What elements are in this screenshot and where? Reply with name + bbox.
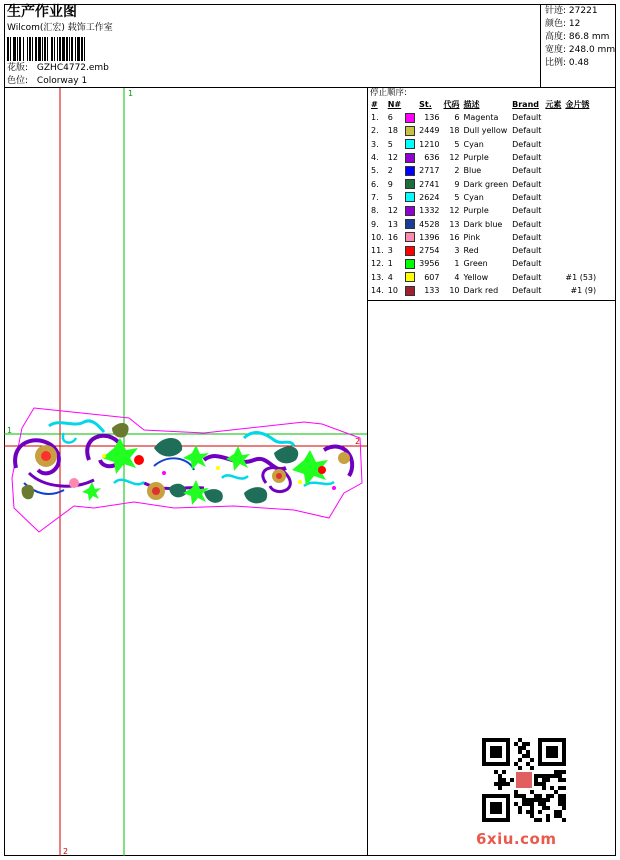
table-row xyxy=(369,124,598,137)
stat-colors xyxy=(545,18,616,31)
row-brand: Default xyxy=(512,286,542,295)
row-index: 6. xyxy=(371,179,379,189)
color-swatch xyxy=(405,246,415,256)
colorway-value: Colorway 1 xyxy=(36,76,88,86)
row-sequin xyxy=(563,164,598,177)
header xyxy=(4,4,616,88)
row-needle: 10 xyxy=(387,286,398,295)
design-file-row xyxy=(7,62,109,74)
table-row xyxy=(369,164,598,177)
row-code: 5 xyxy=(454,139,460,149)
stat-stitches xyxy=(545,5,616,18)
swatch-cell xyxy=(403,151,417,164)
col-needle: N# xyxy=(387,100,402,109)
row-needle: 18 xyxy=(387,126,398,136)
table-row xyxy=(369,271,598,284)
row-description: Blue xyxy=(463,166,482,176)
watermark-logo: 6xiu.com xyxy=(476,830,557,848)
row-element xyxy=(543,244,563,257)
row-index: 1. xyxy=(371,113,379,123)
stat-scale xyxy=(545,57,616,70)
row-brand: Default xyxy=(512,259,542,269)
page-title: 生产作业图 xyxy=(7,4,77,20)
swatch-cell xyxy=(403,217,417,230)
row-index: 9. xyxy=(371,219,379,229)
table-row xyxy=(369,111,598,124)
row-needle: 2 xyxy=(387,166,393,176)
row-stitches: 636 xyxy=(424,153,440,163)
table-row xyxy=(369,204,598,217)
swatch-cell xyxy=(403,124,417,137)
row-index: 13. xyxy=(371,272,384,282)
row-needle: 16 xyxy=(387,232,398,242)
table-row xyxy=(369,191,598,204)
row-brand: Default xyxy=(512,139,542,149)
row-code: 4 xyxy=(454,272,460,282)
color-swatch xyxy=(405,139,415,149)
swatch-cell xyxy=(403,204,417,217)
row-element xyxy=(543,164,563,177)
swatch-cell xyxy=(403,111,417,124)
col-description: 描述 xyxy=(463,100,480,109)
table-row xyxy=(369,138,598,151)
col-brand: Brand xyxy=(512,100,540,109)
row-description: Dull yellow xyxy=(463,126,508,136)
color-swatch xyxy=(405,113,415,123)
color-swatch xyxy=(405,206,415,216)
color-swatch xyxy=(405,272,415,282)
col-element: 元素 xyxy=(545,100,562,109)
row-sequin xyxy=(563,204,598,217)
row-code: 18 xyxy=(449,126,460,136)
stat-value: 0.48 xyxy=(568,58,589,68)
row-sequin xyxy=(563,191,598,204)
table-row xyxy=(369,231,598,244)
row-sequin: #1 (9) xyxy=(570,286,597,295)
table-row xyxy=(369,151,598,164)
swatch-cell xyxy=(403,164,417,177)
stat-value: 12 xyxy=(568,19,581,29)
row-element xyxy=(543,284,563,297)
row-index: 12. xyxy=(371,259,384,269)
table-row xyxy=(369,257,598,270)
swatch-cell xyxy=(403,257,417,270)
barcode xyxy=(7,37,155,61)
row-brand: Default xyxy=(512,206,542,216)
row-element xyxy=(543,191,563,204)
row-brand: Default xyxy=(512,179,542,189)
table-header-row xyxy=(369,99,598,111)
stat-value: 248.0 mm xyxy=(568,45,616,55)
row-brand: Default xyxy=(512,246,542,256)
row-needle: 3 xyxy=(387,246,393,256)
table-row xyxy=(369,217,598,230)
stop-sequence-title: 停止顺序: xyxy=(370,88,407,98)
row-sequin xyxy=(563,244,598,257)
row-code: 3 xyxy=(454,246,460,256)
row-stitches: 136 xyxy=(424,113,440,123)
row-stitches: 2624 xyxy=(419,192,440,202)
row-description: Dark green xyxy=(463,179,509,189)
row-element xyxy=(543,231,563,244)
guide-label-h2: 2 xyxy=(355,437,361,446)
row-code: 2 xyxy=(454,166,460,176)
design-file-value: GZHC4772.emb xyxy=(36,63,109,73)
row-description: Magenta xyxy=(463,113,499,123)
stat-label: 宽度: xyxy=(545,45,567,55)
row-element xyxy=(543,177,563,190)
row-code: 1 xyxy=(454,259,460,269)
row-code: 12 xyxy=(449,206,460,216)
row-description: Cyan xyxy=(463,139,484,149)
design-stats xyxy=(540,4,616,88)
row-brand: Default xyxy=(512,219,542,229)
row-stitches: 4528 xyxy=(419,219,440,229)
swatch-cell xyxy=(403,244,417,257)
row-description: Cyan xyxy=(463,192,484,202)
stat-label: 针迹: xyxy=(545,6,567,16)
row-stitches: 1210 xyxy=(419,139,440,149)
row-element xyxy=(543,124,563,137)
row-needle: 5 xyxy=(387,192,393,202)
row-brand: Default xyxy=(512,113,542,123)
color-swatch xyxy=(405,259,415,269)
row-brand: Default xyxy=(512,192,542,202)
row-stitches: 1332 xyxy=(419,206,440,216)
stat-value: 86.8 mm xyxy=(568,32,610,42)
row-description: Purple xyxy=(463,206,489,216)
row-description: Green xyxy=(463,259,488,269)
row-sequin xyxy=(563,111,598,124)
table-row xyxy=(369,244,598,257)
col-index: # xyxy=(371,100,378,109)
row-description: Dark red xyxy=(463,286,499,295)
row-brand: Default xyxy=(512,272,542,282)
row-element xyxy=(543,257,563,270)
row-needle: 1 xyxy=(387,259,393,269)
col-code: 代码 xyxy=(443,100,460,109)
guide-label-v1: 1 xyxy=(128,89,134,98)
row-sequin xyxy=(563,124,598,137)
row-index: 7. xyxy=(371,192,379,202)
row-sequin xyxy=(563,257,598,270)
row-sequin xyxy=(563,231,598,244)
row-index: 3. xyxy=(371,139,379,149)
row-sequin xyxy=(563,138,598,151)
row-description: Dark blue xyxy=(463,219,503,229)
row-code: 5 xyxy=(454,192,460,202)
row-sequin xyxy=(563,217,598,230)
row-index: 10. xyxy=(371,232,384,242)
qr-code xyxy=(482,738,566,822)
row-brand: Default xyxy=(512,232,542,242)
row-element xyxy=(543,204,563,217)
row-sequin: #1 (53) xyxy=(565,272,597,282)
color-swatch xyxy=(405,179,415,189)
color-swatch xyxy=(405,166,415,176)
stat-label: 高度: xyxy=(545,32,567,42)
row-element xyxy=(543,217,563,230)
stat-height xyxy=(545,31,616,44)
stop-sequence-panel xyxy=(368,88,616,297)
row-code: 12 xyxy=(449,153,460,163)
table-row xyxy=(369,177,598,190)
stat-label: 比例: xyxy=(545,58,567,68)
design-file-label: 花版: xyxy=(7,63,29,73)
row-stitches: 3956 xyxy=(419,259,440,269)
color-swatch xyxy=(405,232,415,242)
col-stitches: St. xyxy=(419,100,432,109)
swatch-cell xyxy=(403,138,417,151)
row-index: 2. xyxy=(371,126,379,136)
swatch-cell xyxy=(403,284,417,297)
colorway-row xyxy=(7,75,87,87)
row-element xyxy=(543,151,563,164)
row-index: 8. xyxy=(371,206,379,216)
embroidery-preview xyxy=(4,88,367,856)
row-element xyxy=(543,138,563,151)
row-needle: 12 xyxy=(387,153,398,163)
row-needle: 6 xyxy=(387,113,393,123)
row-stitches: 133 xyxy=(424,286,440,295)
row-stitches: 2717 xyxy=(419,166,440,176)
stop-sequence-table xyxy=(369,99,598,297)
row-stitches: 607 xyxy=(424,272,440,282)
color-swatch xyxy=(405,219,415,229)
row-brand: Default xyxy=(512,153,542,163)
swatch-cell xyxy=(403,231,417,244)
table-row xyxy=(369,284,598,297)
stat-label: 颜色: xyxy=(545,19,567,29)
guide-label-h1: 1 xyxy=(7,426,13,435)
color-swatch xyxy=(405,192,415,202)
row-description: Yellow xyxy=(463,272,489,282)
swatch-cell xyxy=(403,177,417,190)
row-index: 4. xyxy=(371,153,379,163)
stat-width xyxy=(545,44,616,57)
row-needle: 13 xyxy=(387,219,398,229)
row-needle: 5 xyxy=(387,139,393,149)
row-code: 13 xyxy=(449,219,460,229)
row-sequin xyxy=(563,151,598,164)
row-needle: 12 xyxy=(387,206,398,216)
row-needle: 9 xyxy=(387,179,393,189)
row-description: Purple xyxy=(463,153,489,163)
row-index: 5. xyxy=(371,166,379,176)
color-swatch xyxy=(405,286,415,296)
row-element xyxy=(543,111,563,124)
colorway-label: 色位: xyxy=(7,76,29,86)
stat-value: 27221 xyxy=(568,6,598,16)
col-sequin: 金片锈 xyxy=(565,100,590,109)
color-swatch xyxy=(405,153,415,163)
table-bottom-rule xyxy=(368,300,616,301)
row-code: 10 xyxy=(449,286,460,295)
row-needle: 4 xyxy=(387,272,393,282)
row-code: 6 xyxy=(454,113,460,123)
row-element xyxy=(543,271,563,284)
row-description: Pink xyxy=(463,232,481,242)
row-stitches: 2741 xyxy=(419,179,440,189)
guide-label-v2: 2 xyxy=(63,847,69,856)
row-index: 14. xyxy=(371,286,384,295)
row-stitches: 2754 xyxy=(419,246,440,256)
swatch-cell xyxy=(403,191,417,204)
row-code: 9 xyxy=(454,179,460,189)
design-preview-area xyxy=(4,88,368,856)
row-stitches: 2449 xyxy=(419,126,440,136)
row-stitches: 1396 xyxy=(419,232,440,242)
row-code: 16 xyxy=(449,232,460,242)
swatch-cell xyxy=(403,271,417,284)
row-brand: Default xyxy=(512,126,542,136)
row-sequin xyxy=(563,177,598,190)
color-swatch xyxy=(405,126,415,136)
row-description: Red xyxy=(463,246,479,256)
row-brand: Default xyxy=(512,166,542,176)
company-name: Wilcom(汇宏) 载饰工作室 xyxy=(7,23,113,33)
row-index: 11. xyxy=(371,246,384,256)
